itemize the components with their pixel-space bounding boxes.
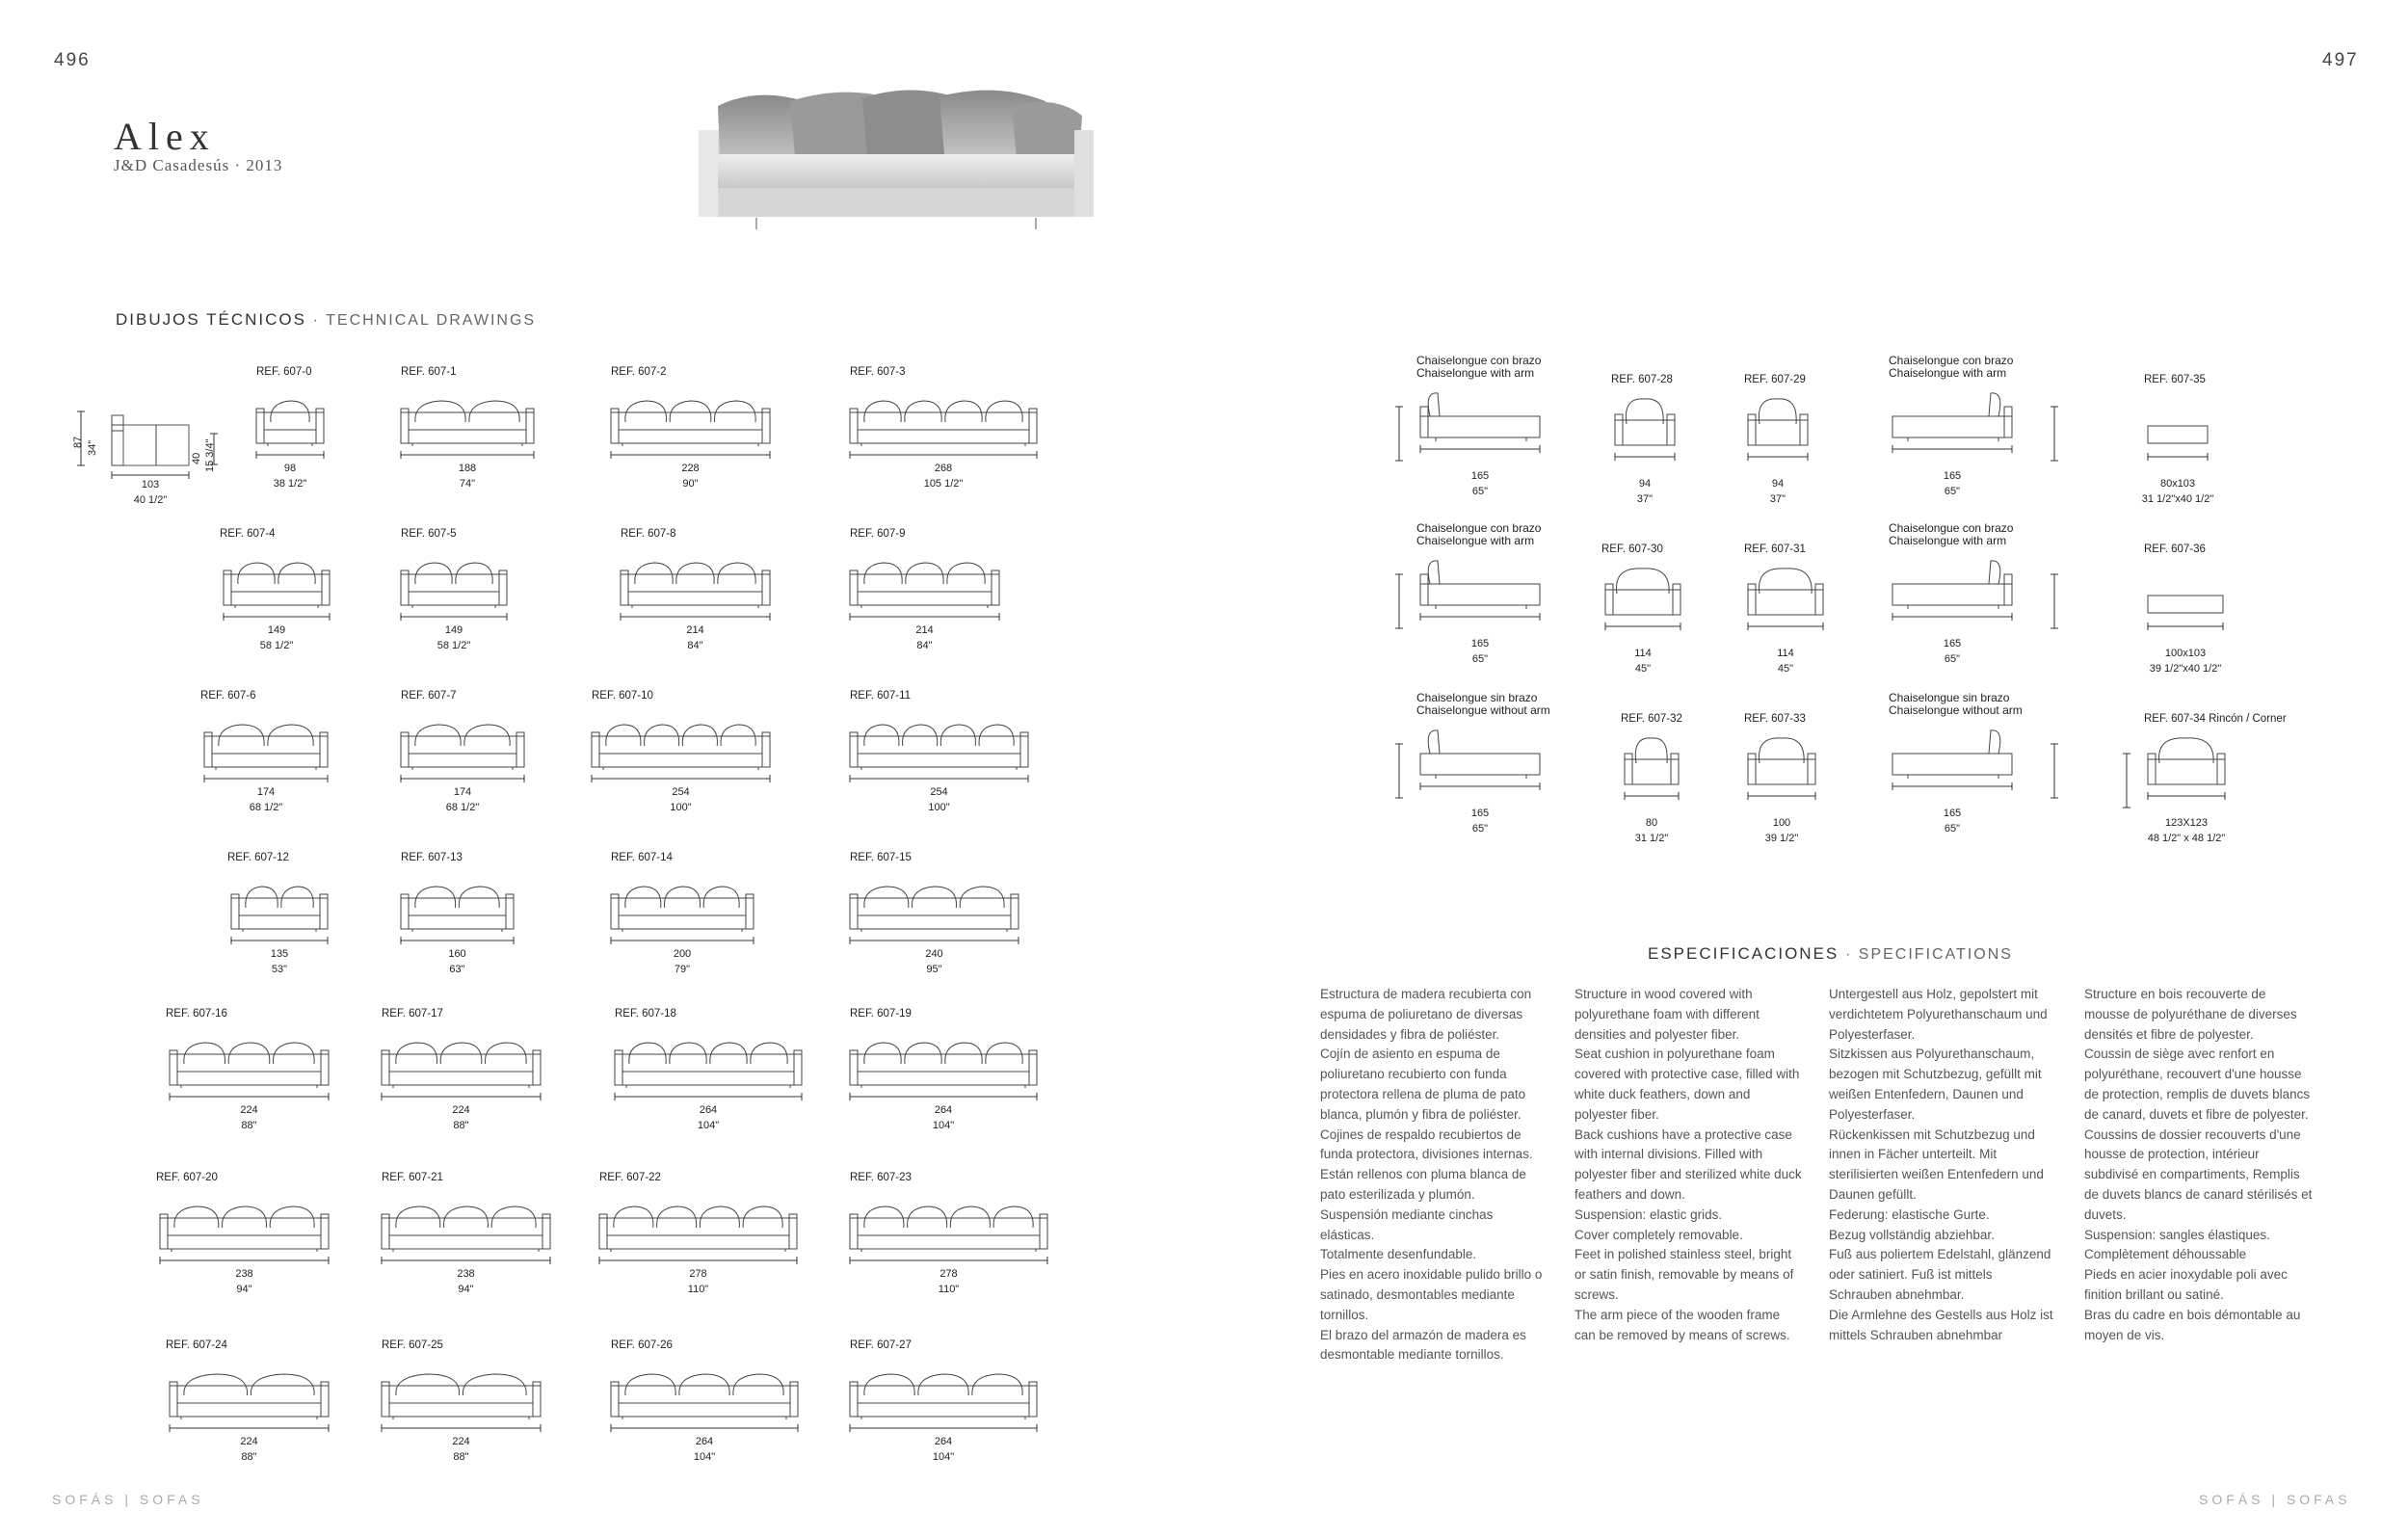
width-in: 37": [1636, 493, 1654, 505]
spec-paragraph: Totalmente desenfundable.: [1320, 1247, 1477, 1262]
chaise-drawing: [1416, 545, 1555, 651]
width-cm: 165: [1470, 470, 1490, 482]
width-in: 110": [687, 1284, 709, 1295]
width-cm: 254: [930, 786, 948, 798]
width-cm: 94: [1638, 478, 1652, 490]
armchair-drawing: [2144, 725, 2240, 831]
caption-en: Chaiselongue with arm: [1889, 534, 2007, 547]
ref-label: REF. 607-0: [256, 366, 312, 378]
ref-label: REF. 607-28: [1611, 374, 1673, 385]
width-in: 110": [938, 1284, 960, 1295]
spec-paragraph: Estructura de madera recubierta con espuma de poliuretano de diversas densidades y fibra de poliéster.: [1320, 987, 1532, 1042]
ref-label: REF. 607-13: [401, 852, 463, 863]
spec-paragraph: The arm piece of the wooden frame can be removed by means of screws.: [1574, 1307, 1790, 1342]
ref-label: REF. 607-9: [850, 528, 906, 540]
width-cm: 149: [444, 624, 463, 636]
height-dimension-line: [1391, 740, 1411, 808]
armchair-drawing: [1744, 555, 1839, 661]
caption-en: Chaiselongue without arm: [1416, 703, 1550, 717]
width-cm: 278: [939, 1268, 958, 1280]
ref-label: REF. 607-35: [2144, 374, 2206, 385]
ref-label: REF. 607-25: [382, 1339, 443, 1351]
ref-label: REF. 607-17: [382, 1008, 443, 1020]
width-in: 88": [241, 1120, 257, 1131]
width-cm: 165: [1470, 808, 1490, 819]
height-dimension-line: [2047, 740, 2066, 808]
specifications-title-en: · SPECIFICATIONS: [1845, 946, 2013, 963]
armchair-drawing: [1601, 555, 1696, 661]
armchair-drawing: [1744, 385, 1823, 491]
width-cm: 160: [448, 948, 466, 960]
side-width-cm: 103: [141, 479, 160, 490]
spec-paragraph: Pies en acero inoxidable pulido brillo o satinado, desmontables mediante tornillos.: [1320, 1267, 1543, 1322]
ref-label: REF. 607-24: [166, 1339, 227, 1351]
width-in: 45": [1634, 663, 1652, 675]
width-in: 84": [687, 640, 703, 651]
width-cm: 80: [1645, 817, 1658, 829]
width-cm: 114: [1777, 648, 1794, 659]
width-cm: 165: [1943, 808, 1962, 819]
width-in: 58 1/2": [437, 640, 471, 651]
spec-paragraph: Bras du cadre en bois démontable au moyen de vis.: [2084, 1307, 2301, 1342]
width-in: 104": [697, 1120, 720, 1131]
spec-column: [1574, 985, 1804, 1345]
spec-paragraph: Cover completely removable.: [1574, 1227, 1743, 1242]
ref-label: REF. 607-3: [850, 366, 906, 378]
ref-label: REF. 607-10: [592, 690, 653, 702]
width-in: 38 1/2": [273, 478, 307, 490]
width-cm: 80x103: [2159, 478, 2196, 490]
technical-drawings-title-en: · TECHNICAL DRAWINGS: [312, 312, 537, 329]
ref-label: REF. 607-34 Rincón / Corner: [2144, 713, 2287, 725]
spec-paragraph: Structure in wood covered with polyurethane foam with different densities and polyester fiber.: [1574, 987, 1760, 1042]
technical-drawings-title-es: DIBUJOS TÉCNICOS: [116, 310, 306, 329]
width-in: 31 1/2": [1634, 833, 1669, 844]
ref-label: REF. 607-14: [611, 852, 673, 863]
ref-label: REF. 607-21: [382, 1172, 443, 1183]
caption-es: Chaiselongue con brazo: [1416, 521, 1542, 535]
width-cm: 188: [458, 463, 477, 474]
width-in: 65": [1471, 653, 1489, 665]
ref-label: REF. 607-33: [1744, 713, 1806, 725]
side-width-in: 40 1/2": [133, 494, 168, 506]
page-number-right: 497: [2322, 50, 2359, 70]
width-in: 88": [453, 1120, 469, 1131]
width-in: 48 1/2" x 48 1/2": [2147, 833, 2226, 844]
width-cm: 224: [452, 1436, 470, 1447]
width-cm: 264: [699, 1104, 718, 1116]
ref-label: REF. 607-1: [401, 366, 457, 378]
spec-paragraph: Untergestell aus Holz, gepolstert mit verdichtetem Polyurethanschaum und Polyesterfaser.: [1829, 987, 2048, 1042]
width-in: 65": [1944, 823, 1961, 835]
footer-right: SOFÁS | SOFAS: [2199, 1492, 2351, 1507]
width-in: 88": [241, 1451, 257, 1463]
ref-label: REF. 607-26: [611, 1339, 673, 1351]
chaise-drawing: [1416, 378, 1555, 484]
width-in: 65": [1471, 823, 1489, 835]
width-in: 100": [928, 802, 950, 813]
width-in: 31 1/2"x40 1/2": [2141, 493, 2214, 505]
ref-label: REF. 607-20: [156, 1172, 218, 1183]
ref-label: REF. 607-19: [850, 1008, 912, 1020]
spec-paragraph: Suspensión mediante cinchas elásticas.: [1320, 1206, 1494, 1242]
width-cm: 268: [934, 463, 953, 474]
width-cm: 100: [1772, 817, 1791, 829]
spec-paragraph: Die Armlehne des Gestells aus Holz ist mittels Schrauben abnehmbar: [1829, 1307, 2053, 1342]
width-cm: 224: [452, 1104, 470, 1116]
side-height-in: 34": [87, 439, 98, 456]
ref-label: REF. 607-15: [850, 852, 912, 863]
chaise-drawing: [1416, 715, 1555, 821]
seat-height-in: 15 3/4": [204, 438, 216, 472]
spec-paragraph: Pieds en acier inoxydable poli avec finition brillant ou satiné.: [2084, 1267, 2288, 1302]
width-in: 94": [458, 1284, 474, 1295]
spec-paragraph: Back cushions have a protective case with internal divisions. Filled with polyester fiber and sterilized white duck feathers and down.: [1574, 1126, 1802, 1202]
width-in: 65": [1471, 486, 1489, 497]
width-cm: 174: [256, 786, 276, 798]
armchair-drawing: [1621, 725, 1694, 831]
height-dimension-line: [2047, 403, 2066, 470]
width-in: 84": [916, 640, 933, 651]
ref-label: REF. 607-16: [166, 1008, 227, 1020]
width-in: 104": [693, 1451, 716, 1463]
spec-paragraph: Complètement déhoussable: [2084, 1247, 2247, 1262]
spec-paragraph: Structure en bois recouverte de mousse de polyuréthane de diverses densités et fibre de polyester.: [2084, 987, 2297, 1042]
width-cm: 214: [686, 624, 704, 636]
width-cm: 240: [925, 948, 943, 960]
width-in: 74": [459, 478, 476, 490]
width-cm: 174: [453, 786, 472, 798]
spec-paragraph: Feet in polished stainless steel, bright or satin finish, removable by means of screws.: [1574, 1247, 1794, 1302]
armchair-drawing: [1744, 725, 1831, 831]
ref-label: REF. 607-30: [1601, 543, 1663, 555]
spec-column: [2084, 985, 2314, 1345]
ref-label: REF. 607-12: [227, 852, 289, 863]
width-cm: 100x103: [2164, 648, 2207, 659]
width-cm: 200: [673, 948, 692, 960]
ref-label: REF. 607-6: [200, 690, 256, 702]
width-cm: 228: [681, 463, 700, 474]
technical-drawings-title: [116, 310, 536, 330]
width-cm: 135: [270, 948, 289, 960]
caption-es: Chaiselongue con brazo: [1889, 521, 2014, 535]
width-cm: 278: [689, 1268, 707, 1280]
spec-column: [1829, 985, 2058, 1345]
width-cm: 264: [934, 1436, 953, 1447]
page-number-left: 496: [54, 50, 91, 70]
ref-label: REF. 607-11: [850, 690, 912, 702]
width-in: 94": [236, 1284, 252, 1295]
width-in: 68 1/2": [249, 802, 283, 813]
spec-column: [1320, 985, 1549, 1365]
chaise-drawing: [1889, 378, 2027, 484]
specifications-title-es: ESPECIFICACIONES: [1648, 944, 1839, 963]
width-in: 88": [453, 1451, 469, 1463]
width-in: 95": [926, 964, 942, 975]
height-dimension-line: [2119, 750, 2138, 817]
footer-left: SOFÁS | SOFAS: [52, 1492, 204, 1507]
spec-paragraph: Cojines de respaldo recubiertos de funda protectora, divisiones internas. Están rellenos con pluma blanca de pato esterilizada y plumón.: [1320, 1126, 1533, 1202]
width-cm: 94: [1771, 478, 1785, 490]
width-in: 39 1/2": [1764, 833, 1799, 844]
width-in: 104": [932, 1451, 955, 1463]
width-cm: 214: [915, 624, 934, 636]
ottoman-drawing: [2144, 555, 2238, 661]
specifications-title: [1648, 944, 2013, 964]
ref-label: REF. 607-2: [611, 366, 667, 378]
spec-paragraph: Federung: elastische Gurte.: [1829, 1206, 1990, 1222]
width-in: 39 1/2"x40 1/2": [2149, 663, 2222, 675]
width-cm: 149: [267, 624, 286, 636]
caption-es: Chaiselongue sin brazo: [1416, 691, 1538, 704]
ref-label: REF. 607-27: [850, 1339, 912, 1351]
side-height-cm: 87: [72, 436, 84, 448]
spec-paragraph: Sitzkissen aus Polyurethanschaum, bezogen mit Schutzbezug, gefüllt mit weißen Entenfedern, Daunen und Polyesterfaser.: [1829, 1047, 2042, 1122]
spec-paragraph: Seat cushion in polyurethane foam covered with protective case, filled with white duck feathers, down and polyester fiber.: [1574, 1047, 1800, 1122]
seat-height-cm: 40: [191, 452, 202, 464]
width-in: 68 1/2": [445, 802, 480, 813]
width-in: 90": [682, 478, 699, 490]
spec-paragraph: El brazo del armazón de madera es desmontable mediante tornillos.: [1320, 1327, 1526, 1363]
width-in: 104": [932, 1120, 955, 1131]
ref-label: REF. 607-22: [599, 1172, 661, 1183]
armchair-drawing: [1611, 385, 1690, 491]
ref-label: REF. 607-36: [2144, 543, 2206, 555]
ottoman-drawing: [2144, 385, 2223, 491]
caption-es: Chaiselongue con brazo: [1889, 354, 2014, 367]
width-cm: 224: [240, 1104, 258, 1116]
hero-sofa-image: [699, 77, 1094, 241]
spec-paragraph: Rückenkissen mit Schutzbezug und innen in Fächer unterteilt. Mit sterilisierten weißen Entenfedern und Daunen gefüllt.: [1829, 1126, 2044, 1202]
width-in: 100": [670, 802, 692, 813]
width-cm: 165: [1943, 470, 1962, 482]
caption-es: Chaiselongue sin brazo: [1889, 691, 2010, 704]
height-dimension-line: [1391, 570, 1411, 638]
ref-label: REF. 607-32: [1621, 713, 1682, 725]
width-cm: 165: [1470, 638, 1490, 649]
ref-label: REF. 607-18: [615, 1008, 676, 1020]
caption-en: Chaiselongue without arm: [1889, 703, 2023, 717]
width-in: 63": [449, 964, 465, 975]
ref-label: REF. 607-31: [1744, 543, 1806, 555]
ref-label: REF. 607-8: [621, 528, 676, 540]
width-cm: 224: [240, 1436, 258, 1447]
spec-paragraph: Suspension: elastic grids.: [1574, 1206, 1723, 1222]
spec-paragraph: Suspension: sangles élastiques.: [2084, 1227, 2270, 1242]
width-in: 45": [1777, 663, 1794, 675]
width-in: 79": [674, 964, 691, 975]
width-cm: 114: [1634, 648, 1652, 659]
caption-es: Chaiselongue con brazo: [1416, 354, 1542, 367]
ref-label: REF. 607-7: [401, 690, 457, 702]
ref-label: REF. 607-5: [401, 528, 457, 540]
height-dimension-line: [2047, 570, 2066, 638]
ref-label: REF. 607-4: [220, 528, 276, 540]
spec-paragraph: Fuß aus poliertem Edelstahl, glänzend oder satiniert. Fuß ist mittels Schrauben abnehmbar.: [1829, 1247, 2051, 1302]
width-cm: 123X123: [2164, 817, 2209, 829]
spec-paragraph: Bezug vollständig abziehbar.: [1829, 1227, 1995, 1242]
caption-en: Chaiselongue with arm: [1889, 366, 2007, 380]
spec-paragraph: Coussins de dossier recouverts d'une housse de protection, intérieur subdivisé en compartiments, Remplis de duvets blancs de canard stérilisés et duvets.: [2084, 1126, 2313, 1222]
chaise-drawing: [1889, 715, 2027, 821]
width-cm: 238: [235, 1268, 253, 1280]
spec-paragraph: Cojín de asiento en espuma de poliuretano recubierto con funda protectora rellena de pluma de pato blanca, plumón y fibra de poliéster.: [1320, 1047, 1526, 1122]
width-cm: 264: [695, 1436, 714, 1447]
width-in: 53": [271, 964, 288, 975]
height-dimension-line: [1391, 403, 1411, 470]
width-in: 105 1/2": [923, 478, 964, 490]
caption-en: Chaiselongue with arm: [1416, 366, 1535, 380]
spec-paragraph: Coussin de siège avec renfort en polyuréthane, recouvert d'une housse de protection, remplis de duvets blancs de canard, duvets et fibre de polyester.: [2084, 1047, 2311, 1122]
caption-en: Chaiselongue with arm: [1416, 534, 1535, 547]
product-designer: J&D Casadesús · 2013: [114, 156, 283, 174]
width-cm: 98: [283, 463, 297, 474]
ref-label: REF. 607-29: [1744, 374, 1806, 385]
width-in: 65": [1944, 486, 1961, 497]
width-cm: 238: [457, 1268, 475, 1280]
width-in: 37": [1769, 493, 1786, 505]
width-cm: 254: [672, 786, 690, 798]
width-in: 58 1/2": [259, 640, 294, 651]
width-cm: 264: [934, 1104, 953, 1116]
ref-label: REF. 607-23: [850, 1172, 912, 1183]
chaise-drawing: [1889, 545, 2027, 651]
product-title: Alex: [114, 115, 216, 158]
width-cm: 165: [1943, 638, 1962, 649]
width-in: 65": [1944, 653, 1961, 665]
